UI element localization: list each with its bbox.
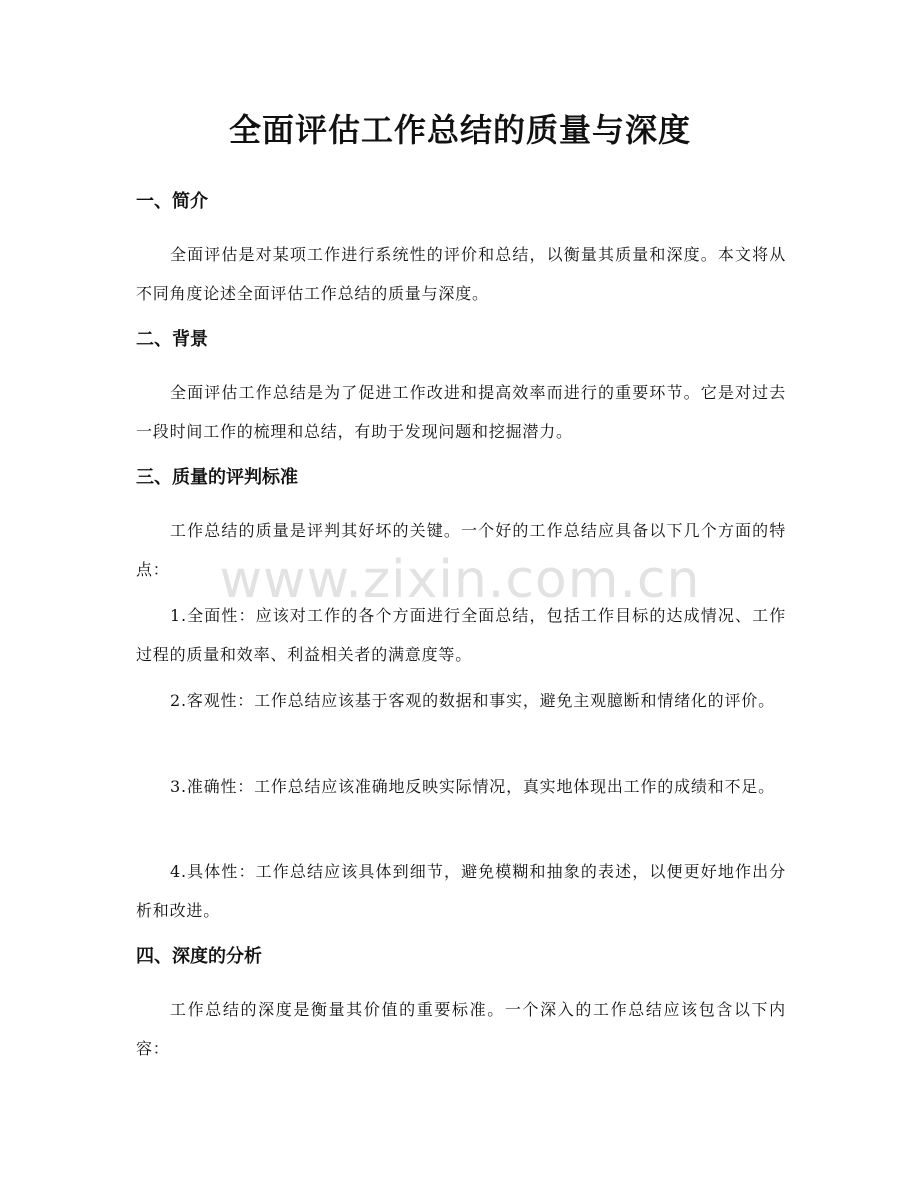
- document-title: 全面评估工作总结的质量与深度: [228, 111, 691, 149]
- section-heading-background: 二、背景: [136, 329, 208, 350]
- list-item-accuracy: 3.准确性：工作总结应该准确地反映实际情况，真实地体现出工作的成绩和不足。: [170, 777, 775, 796]
- list-item-specificity: 4.具体性：工作总结应该具体到细节，避免模糊和抽象的表述，以便更好地作出分析和改进。: [136, 862, 786, 920]
- list-item-objectivity: 2.客观性：工作总结应该基于客观的数据和事实，避免主观臆断和情绪化的评价。: [170, 691, 775, 710]
- section-heading-quality-criteria: 三、质量的评判标准: [136, 467, 298, 488]
- section-heading-intro: 一、简介: [136, 191, 208, 212]
- paragraph-quality-intro: 工作总结的质量是评判其好坏的关键。一个好的工作总结应具备以下几个方面的特点：: [136, 521, 786, 579]
- section-heading-depth-analysis: 四、深度的分析: [136, 946, 262, 967]
- paragraph-background: 全面评估工作总结是为了促进工作改进和提高效率而进行的重要环节。它是对过去一段时间工作的梳理和总结，有助于发现问题和挖掘潜力。: [136, 383, 786, 441]
- list-item-comprehensiveness: 1.全面性：应该对工作的各个方面进行全面总结，包括工作目标的达成情况、工作过程的质量和效率、利益相关者的满意度等。: [136, 606, 786, 664]
- paragraph-depth-intro: 工作总结的深度是衡量其价值的重要标准。一个深入的工作总结应该包含以下内容：: [136, 1000, 786, 1058]
- watermark-text: www.zixin.com.cn: [219, 550, 701, 610]
- paragraph-intro: 全面评估是对某项工作进行系统性的评价和总结，以衡量其质量和深度。本文将从不同角度论述全面评估工作总结的质量与深度。: [136, 245, 786, 303]
